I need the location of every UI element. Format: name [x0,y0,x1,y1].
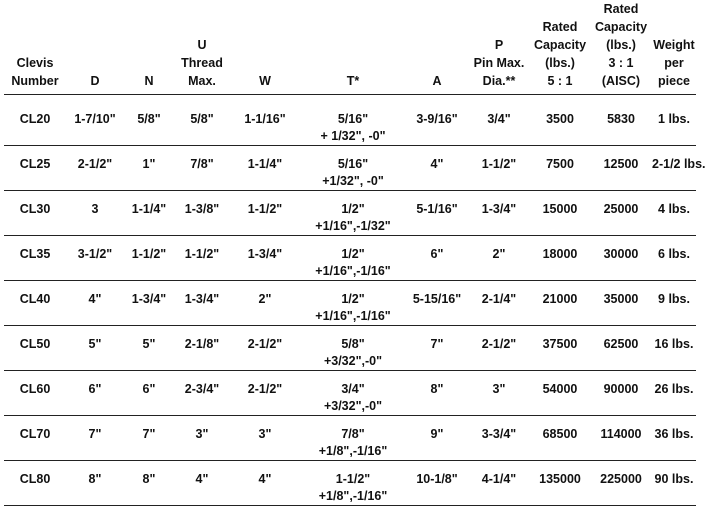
cell-p-pin-max-dia: 3-3/4" [468,416,530,461]
cell-n: 8" [124,461,174,506]
cell-d: 3-1/2" [66,236,124,281]
t-nominal: 7/8" [341,427,365,441]
header-a [406,0,468,95]
cell-clevis-number: CL40 [4,281,66,326]
cell-rated-capacity-3-1: 25000 [590,191,652,236]
cell-clevis-number: CL80 [4,461,66,506]
cell-w: 2-1/2" [230,371,300,416]
table-row [4,326,696,371]
cell-weight: 1 lbs. [652,95,696,146]
cell-clevis-number: CL25 [4,146,66,191]
cell-t [300,416,406,461]
cell-a: 4" [406,146,468,191]
cell-a: 10-1/8" [406,461,468,506]
cell-n: 5" [124,326,174,371]
cell-d: 2-1/2" [66,146,124,191]
header-line: Rated [542,20,578,34]
header-clevis-number [4,0,66,95]
cell-rated-capacity-3-1: 30000 [590,236,652,281]
header-line: Number [11,74,59,88]
cell-rated-capacity-3-1: 35000 [590,281,652,326]
cell-p-pin-max-dia: 3" [468,371,530,416]
cell-rated-capacity-3-1: 90000 [590,371,652,416]
cell-d: 7" [66,416,124,461]
cell-clevis-number: CL20 [4,95,66,146]
header-n [124,0,174,95]
cell-rated-capacity-5-1: 3500 [530,95,590,146]
cell-u-thread-max: 7/8" [174,146,230,191]
cell-t [300,236,406,281]
header-line: Max. [188,74,216,88]
t-tolerance: +1/32", -0" [322,174,384,188]
header-line: N [144,74,154,88]
cell-clevis-number: CL30 [4,191,66,236]
header-d [66,0,124,95]
header-rated-capacity-3-1-aisc [590,0,652,95]
cell-w: 2" [230,281,300,326]
t-nominal: 1/2" [341,202,365,216]
cell-clevis-number: CL60 [4,371,66,416]
cell-weight: 6 lbs. [652,236,696,281]
header-line: Pin Max. [473,56,525,70]
header-line: Capacity [533,38,587,52]
cell-d: 6" [66,371,124,416]
cell-u-thread-max: 2-1/8" [174,326,230,371]
header-line: 5 : 1 [547,74,573,88]
header-line: Weight [653,38,695,52]
t-tolerance: +3/32",-0" [323,354,383,368]
cell-a: 7" [406,326,468,371]
cell-n: 1-1/4" [124,191,174,236]
cell-n: 1" [124,146,174,191]
header-line: 3 : 1 [608,56,634,70]
cell-w: 1-1/4" [230,146,300,191]
cell-d: 1-7/10" [66,95,124,146]
header-line: (lbs.) [606,38,636,52]
cell-t [300,95,406,146]
table-header [4,0,696,95]
cell-w: 1-1/2" [230,191,300,236]
header-line: Thread [181,56,223,70]
cell-a: 9" [406,416,468,461]
header-line: P [494,38,504,52]
cell-u-thread-max: 5/8" [174,95,230,146]
cell-n: 7" [124,416,174,461]
cell-p-pin-max-dia: 2-1/2" [468,326,530,371]
header-line: Capacity [594,20,648,34]
header-weight-per-piece [652,0,696,95]
cell-n: 1-3/4" [124,281,174,326]
header-line: T* [346,74,360,88]
cell-w: 4" [230,461,300,506]
cell-d: 4" [66,281,124,326]
cell-u-thread-max: 4" [174,461,230,506]
table-body [4,95,706,506]
cell-rated-capacity-5-1: 68500 [530,416,590,461]
header-line: Clevis [16,56,54,70]
t-tolerance: +1/16",-1/32" [315,219,391,233]
cell-a: 6" [406,236,468,281]
header-line: W [259,74,271,88]
cell-a: 8" [406,371,468,416]
cell-w: 1-1/16" [230,95,300,146]
cell-d: 5" [66,326,124,371]
t-nominal: 3/4" [341,382,365,396]
t-tolerance: +1/8",-1/16" [318,444,388,458]
cell-weight: 90 lbs. [652,461,696,506]
t-tolerance: + 1/32", -0" [320,129,386,143]
cell-a: 5-1/16" [406,191,468,236]
header-line: per piece [658,56,690,88]
t-nominal: 1-1/2" [335,472,371,486]
cell-u-thread-max: 1-3/8" [174,191,230,236]
cell-p-pin-max-dia: 3/4" [468,95,530,146]
cell-d: 8" [66,461,124,506]
cell-rated-capacity-5-1: 37500 [530,326,590,371]
cell-rated-capacity-3-1: 5830 [590,95,652,146]
t-tolerance: +1/16",-1/16" [315,309,391,323]
table-row [4,371,696,416]
cell-clevis-number: CL35 [4,236,66,281]
cell-weight: 36 lbs. [652,416,696,461]
cell-t [300,461,406,506]
cell-p-pin-max-dia: 4-1/4" [468,461,530,506]
cell-t [300,326,406,371]
header-line: (AISC) [601,74,641,88]
table-row [4,146,696,191]
cell-weight: 26 lbs. [652,371,696,416]
cell-rated-capacity-5-1: 21000 [530,281,590,326]
t-tolerance: +1/16",-1/16" [315,264,391,278]
cell-rated-capacity-5-1: 135000 [530,461,590,506]
cell-u-thread-max: 3" [174,416,230,461]
cell-rated-capacity-3-1: 12500 [590,146,652,191]
cell-weight: 4 lbs. [652,191,696,236]
cell-clevis-number: CL70 [4,416,66,461]
cell-rated-capacity-5-1: 7500 [530,146,590,191]
cell-p-pin-max-dia: 1-1/2" [468,146,530,191]
header-rated-capacity-5-1 [530,0,590,95]
cell-p-pin-max-dia: 2-1/4" [468,281,530,326]
header-line: (lbs.) [545,56,575,70]
cell-t [300,146,406,191]
cell-u-thread-max: 2-3/4" [174,371,230,416]
table-row [4,95,696,146]
clevis-spec-table [4,0,706,506]
cell-u-thread-max: 1-3/4" [174,281,230,326]
cell-clevis-number: CL50 [4,326,66,371]
header-u-thread-max [174,0,230,95]
cell-a: 3-9/16" [406,95,468,146]
cell-t [300,191,406,236]
cell-n: 1-1/2" [124,236,174,281]
cell-t [300,371,406,416]
cell-w: 1-3/4" [230,236,300,281]
t-nominal: 5/16" [337,157,369,171]
cell-n: 5/8" [124,95,174,146]
cell-weight: 16 lbs. [652,326,696,371]
t-nominal: 1/2" [341,292,365,306]
cell-weight: 2-1/2 lbs. [652,146,696,191]
cell-rated-capacity-3-1: 225000 [590,461,652,506]
cell-p-pin-max-dia: 2" [468,236,530,281]
header-line: Rated [603,2,639,16]
header-w [230,0,300,95]
t-nominal: 5/16" [337,112,369,126]
header-line: U [197,38,207,52]
cell-w: 2-1/2" [230,326,300,371]
cell-rated-capacity-5-1: 18000 [530,236,590,281]
cell-n: 6" [124,371,174,416]
cell-weight: 9 lbs. [652,281,696,326]
cell-rated-capacity-5-1: 54000 [530,371,590,416]
cell-a: 5-15/16" [406,281,468,326]
header-line: D [90,74,100,88]
cell-d: 3 [66,191,124,236]
t-nominal: 5/8" [341,337,365,351]
cell-u-thread-max: 1-1/2" [174,236,230,281]
header-line: A [432,74,442,88]
header-line: Dia.** [482,74,516,88]
table-row [4,461,696,506]
t-nominal: 1/2" [341,247,365,261]
t-tolerance: +1/8",-1/16" [318,489,388,503]
header-p-pin-max-dia [468,0,530,95]
cell-w: 3" [230,416,300,461]
t-tolerance: +3/32",-0" [323,399,383,413]
table-row [4,281,696,326]
cell-t [300,281,406,326]
cell-p-pin-max-dia: 1-3/4" [468,191,530,236]
table-row [4,191,696,236]
cell-rated-capacity-3-1: 114000 [590,416,652,461]
cell-rated-capacity-5-1: 15000 [530,191,590,236]
cell-rated-capacity-3-1: 62500 [590,326,652,371]
table-row [4,416,696,461]
table-row [4,236,696,281]
header-t [300,0,406,95]
header-row [4,0,696,95]
